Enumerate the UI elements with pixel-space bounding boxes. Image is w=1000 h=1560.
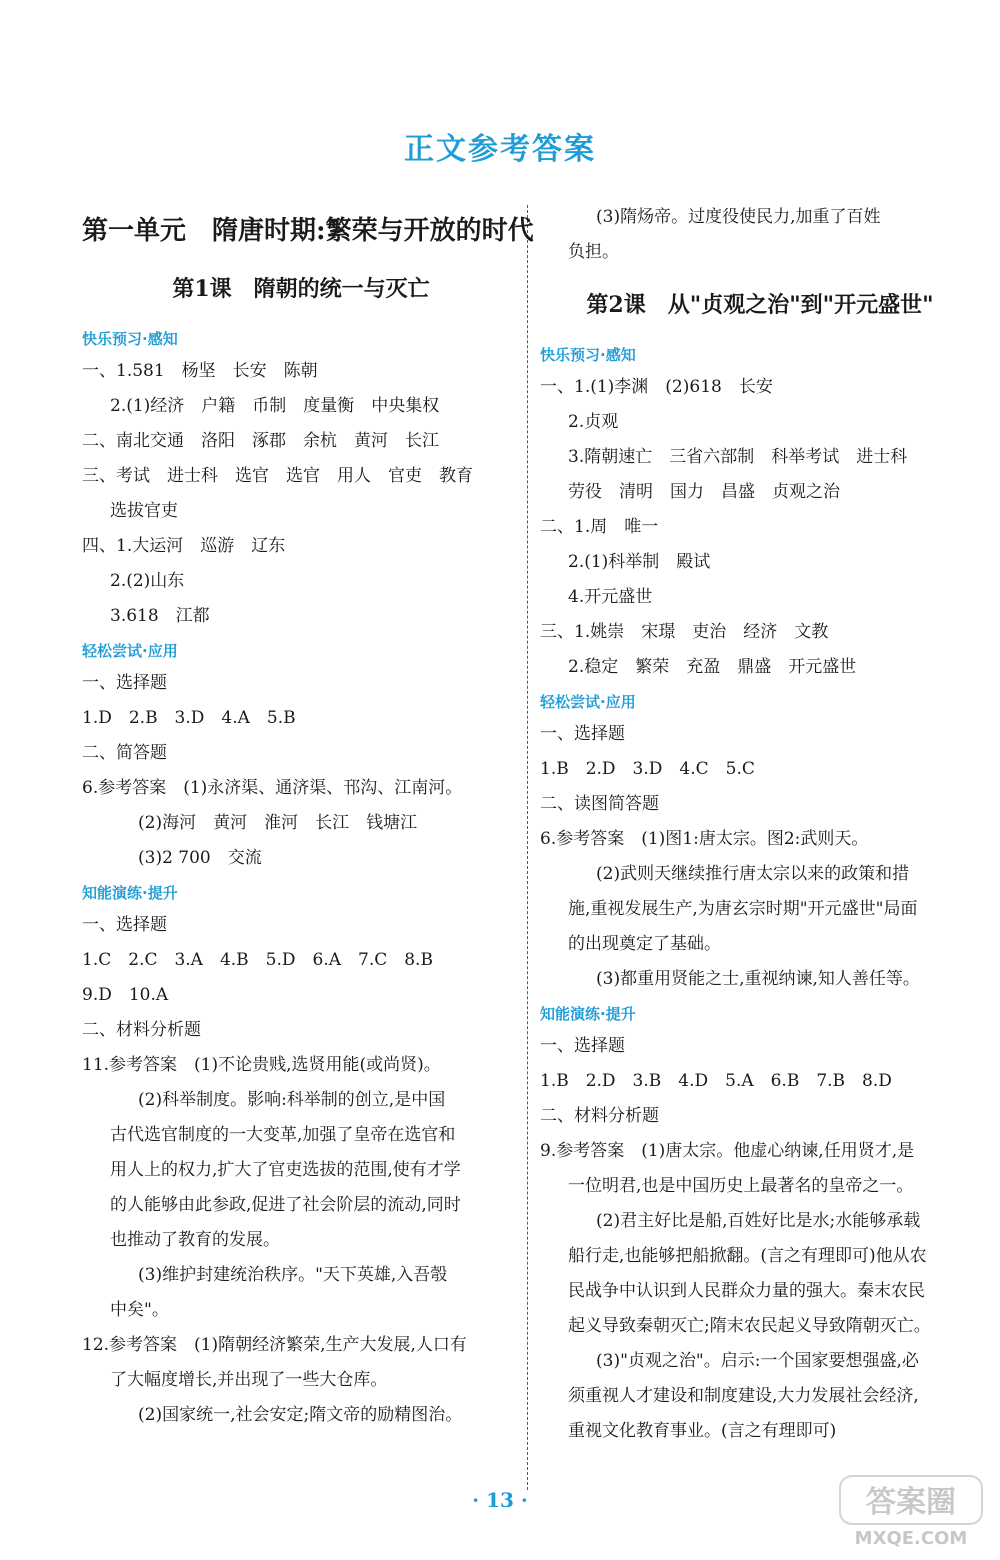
answer-line: 二、南北交通 洛阳 涿郡 余杭 黄河 长江 [82,431,439,451]
answer-line: 也推动了教育的发展。 [110,1230,280,1250]
answer-line: (2)武则天继续推行唐太宗以来的政策和措 [596,864,910,884]
answer-line: (2)科举制度。影响:科举制的创立,是中国 [138,1090,446,1110]
section-label: 知能演练·提升 [540,1005,636,1023]
answer-line: 6.参考答案 (1)图1:唐太宗。图2:武则天。 [540,829,869,849]
answer-line: 2.贞观 [568,412,619,432]
page-title: 正文参考答案 [404,132,596,167]
lesson-2-title: 第2课 从"贞观之治"到"开元盛世" [586,292,934,318]
answer-line: (2)国家统一,社会安定;隋文帝的励精图治。 [138,1405,463,1425]
answer-line: 一、1.(1)李渊 (2)618 长安 [540,377,773,397]
answer-line: 9.参考答案 (1)唐太宗。他虚心纳谏,任用贤才,是 [540,1141,915,1161]
answer-line: 3.618 江都 [110,606,210,626]
unit-title: 第一单元 隋唐时期:繁荣与开放的时代 [82,216,534,246]
section-label: 知能演练·提升 [82,884,178,902]
answer-line: (2)君主好比是船,百姓好比是水;水能够承载 [596,1211,921,1231]
answer-line: (3)"贞观之治"。启示:一个国家要想强盛,必 [596,1351,919,1371]
answer-line: 负担。 [568,242,619,262]
answer-line: 1.D 2.B 3.D 4.A 5.B [82,708,296,728]
lesson-1-title: 第1课 隋朝的统一与灭亡 [172,276,430,302]
answer-line: 施,重视发展生产,为唐玄宗时期"开元盛世"局面 [568,899,918,919]
answer-line: 2.(2)山东 [110,571,185,591]
answer-line: (3)都重用贤能之士,重视纳谏,知人善任等。 [596,969,920,989]
answer-line: 中矣"。 [110,1300,169,1320]
answer-line: 船行走,也能够把船掀翻。(言之有理即可)他从农 [568,1246,927,1266]
answer-line: 四、1.大运河 巡游 辽东 [82,536,286,556]
answer-line: 6.参考答案 (1)永济渠、通济渠、邗沟、江南河。 [82,778,463,798]
column-divider [527,205,528,1490]
section-label: 快乐预习·感知 [82,330,178,348]
page-number: · 13 · [472,1488,528,1512]
answer-line: 一、1.581 杨坚 长安 陈朝 [82,361,318,381]
answer-line: 3.隋朝速亡 三省六部制 科举考试 进士科 [568,447,908,467]
answer-line: 二、材料分析题 [540,1106,659,1126]
answer-line: 三、1.姚崇 宋璟 吏治 经济 文教 [540,622,829,642]
watermark-logo-icon [836,1472,986,1550]
answer-line: 1.B 2.D 3.B 4.D 5.A 6.B 7.B 8.D [540,1071,892,1091]
answer-line: 二、材料分析题 [82,1020,201,1040]
answer-line: 一、选择题 [540,724,625,744]
answer-line: 4.开元盛世 [568,587,653,607]
answer-line: 选拔官吏 [110,501,178,521]
answer-line: 一、选择题 [82,915,167,935]
left-column [82,214,534,1433]
right-column [540,200,980,1449]
answer-line: 二、1.周 唯一 [540,517,659,537]
answer-line: 二、简答题 [82,743,167,763]
answer-line: 11.参考答案 (1)不论贵贱,选贤用能(或尚贤)。 [82,1055,441,1075]
answer-line: 2.(1)科举制 殿试 [568,552,711,572]
watermark-chars: 答案圈 [866,1485,956,1520]
answer-line: 一、选择题 [540,1036,625,1056]
answer-line: (2)海河 黄河 淮河 长江 钱塘江 [138,813,418,833]
answer-line: 12.参考答案 (1)隋朝经济繁荣,生产大发展,人口有 [82,1335,467,1355]
answer-line: (3)维护封建统治秩序。"天下英雄,入吾彀 [138,1265,448,1285]
answer-line: 重视文化教育事业。(言之有理即可) [568,1421,837,1441]
answer-line: 劳役 清明 国力 昌盛 贞观之治 [568,482,840,502]
section-label: 轻松尝试·应用 [540,693,636,711]
answer-line: 一位明君,也是中国历史上最著名的皇帝之一。 [568,1176,914,1196]
section-label: 快乐预习·感知 [540,346,636,364]
answer-line: 用人上的权力,扩大了官吏选拔的范围,使有才学 [110,1160,461,1180]
answer-line: 古代选官制度的一大变革,加强了皇帝在选官和 [110,1125,456,1145]
answer-line: 2.(1)经济 户籍 币制 度量衡 中央集权 [110,396,440,416]
answer-line: 三、考试 进士科 选官 选官 用人 官吏 教育 [82,466,473,486]
watermark-url: MXQE.COM [854,1528,968,1549]
answer-line: 一、选择题 [82,673,167,693]
answer-line: 了大幅度增长,并出现了一些大仓库。 [110,1370,388,1390]
answer-line: 民战争中认识到人民群众力量的强大。秦末农民 [568,1281,925,1301]
answer-line: 二、读图简答题 [540,794,659,814]
answer-line: 的人能够由此参政,促进了社会阶层的流动,同时 [110,1195,461,1215]
answer-line: 须重视人才建设和制度建设,大力发展社会经济, [568,1386,919,1406]
section-label: 轻松尝试·应用 [82,642,178,660]
answer-line: 的出现奠定了基础。 [568,934,721,954]
answer-line: (3)隋炀帝。过度役使民力,加重了百姓 [596,207,881,227]
answer-line: (3)2 700 交流 [138,848,262,868]
answer-line: 起义导致秦朝灭亡;隋末农民起义导致隋朝灭亡。 [568,1316,931,1336]
answer-line: 1.C 2.C 3.A 4.B 5.D 6.A 7.C 8.B [82,950,433,970]
answer-line: 2.稳定 繁荣 充盈 鼎盛 开元盛世 [568,657,857,677]
answer-line: 1.B 2.D 3.D 4.C 5.C [540,759,755,779]
answer-line: 9.D 10.A [82,985,169,1005]
